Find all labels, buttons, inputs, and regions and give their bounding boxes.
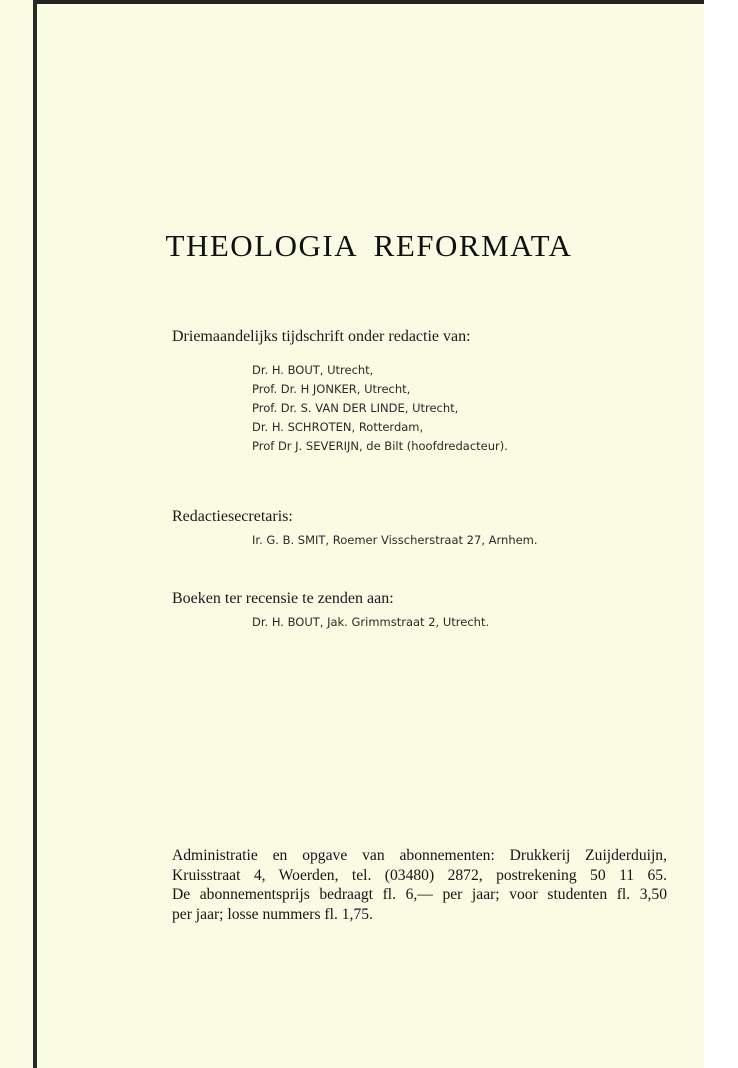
editor-item: Prof. Dr. H JONKER, Utrecht,: [252, 382, 411, 396]
editor-item: Prof. Dr. S. VAN DER LINDE, Utrecht,: [252, 401, 459, 415]
secretary-heading: Redactiesecretaris:: [172, 508, 293, 525]
reviews-heading: Boeken ter recensie te zenden aan:: [172, 590, 394, 607]
administration-line: Administratie en opgave van abonnementen: Drukkerij Zuijderduijn,: [172, 847, 667, 864]
editors-heading: Driemaandelijks tijdschrift onder redactie van:: [172, 328, 471, 345]
top-border-line: [34, 0, 704, 4]
administration-line: per jaar; losse nummers fl. 1,75.: [172, 905, 373, 923]
administration-line: Kruisstraat 4, Woerden, tel. (03480) 2872, postrekening 50 11 65.: [172, 866, 667, 884]
administration-paragraph: [172, 846, 667, 924]
secretary-entry: Ir. G. B. SMIT, Roemer Visscherstraat 27, Arnhem.: [252, 533, 538, 547]
editor-item: Prof Dr J. SEVERIJN, de Bilt (hoofdredacteur).: [252, 439, 508, 453]
editor-item: Dr. H. SCHROTEN, Rotterdam,: [252, 420, 424, 434]
editors-list: [252, 361, 508, 456]
left-binding-edge: [33, 0, 37, 1068]
right-scan-margin: [704, 0, 738, 1068]
journal-title: THEOLOGIA REFORMATA: [165, 228, 573, 263]
editor-item: Dr. H. BOUT, Utrecht,: [252, 363, 374, 377]
reviews-entry: Dr. H. BOUT, Jak. Grimmstraat 2, Utrecht.: [252, 615, 490, 629]
administration-line: De abonnementsprijs bedraagt fl. 6,— per jaar; voor studenten fl. 3,50: [172, 886, 667, 903]
